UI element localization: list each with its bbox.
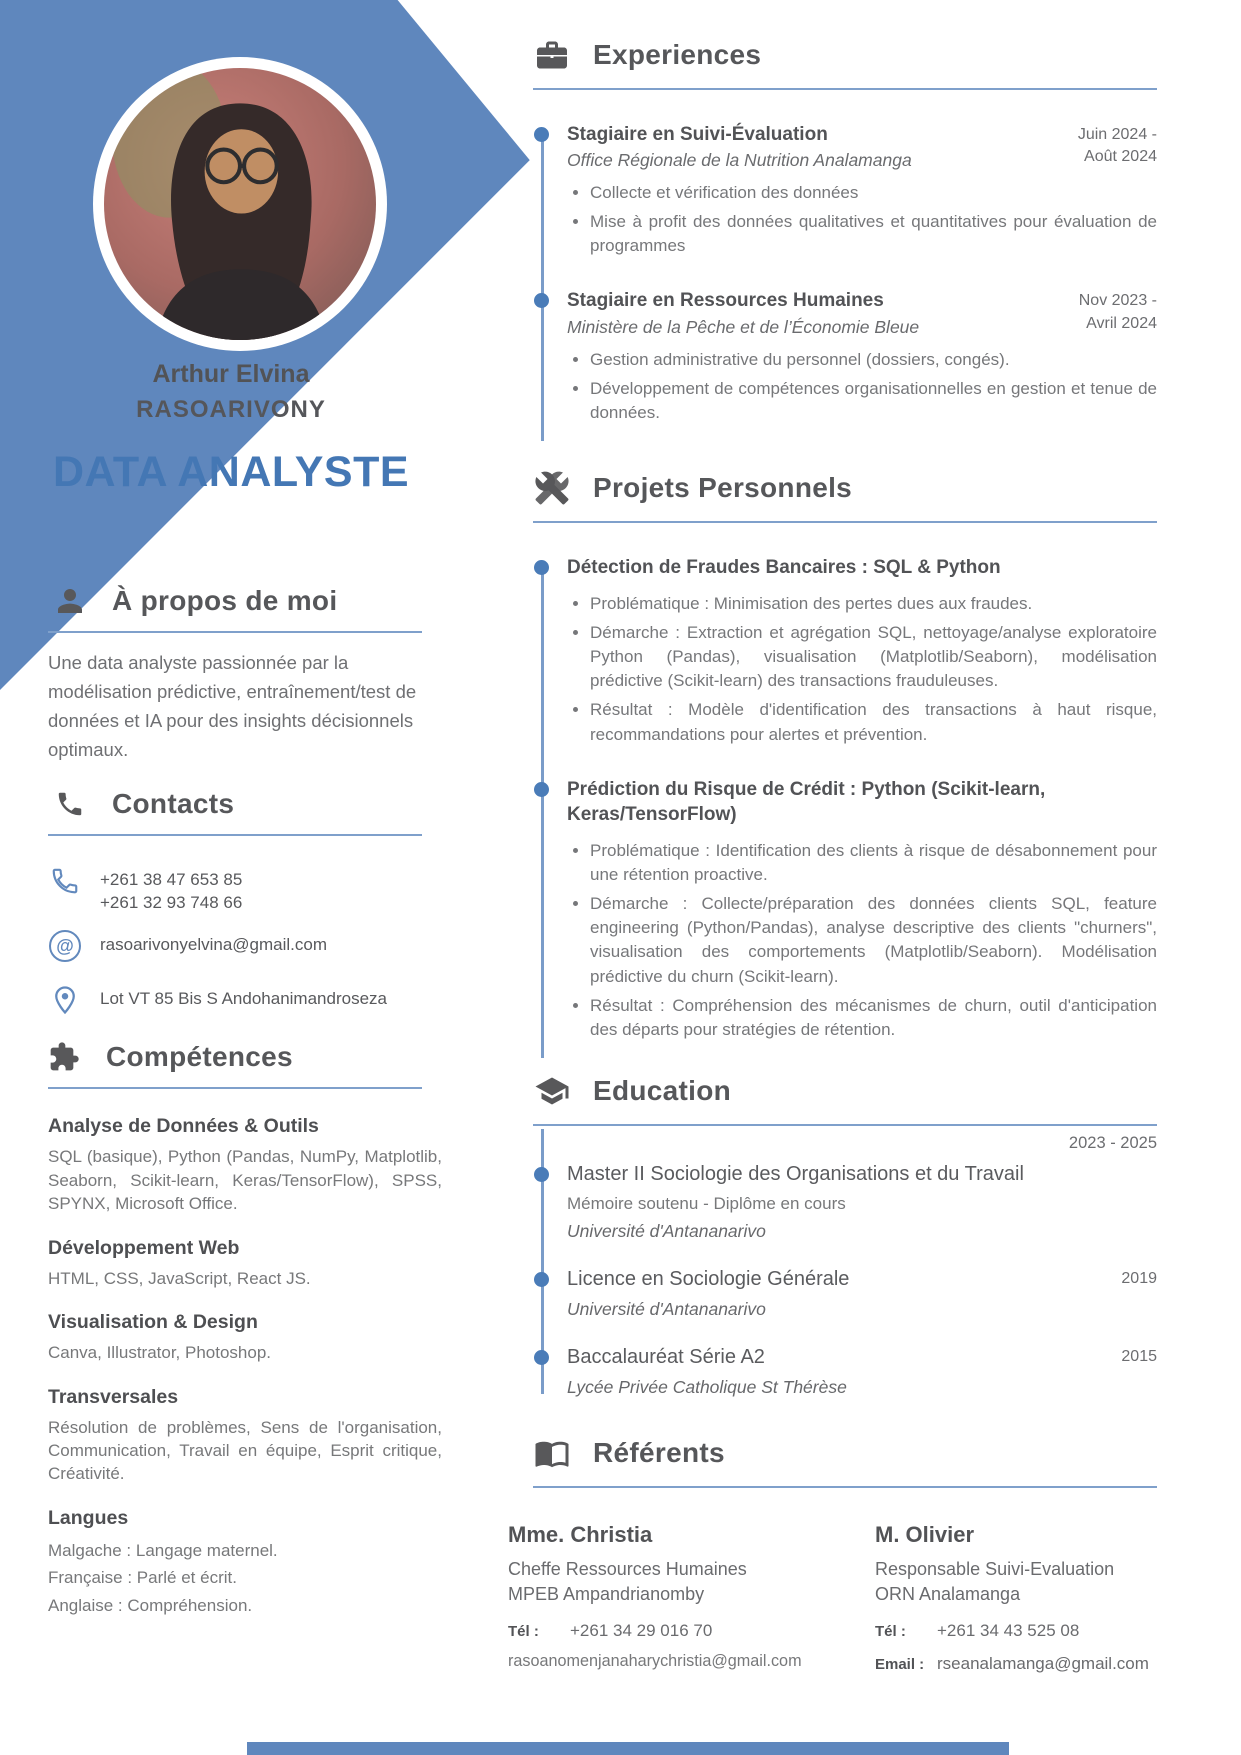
timeline-dot — [534, 560, 549, 575]
school-name: Lycée Privée Catholique St Thérèse — [567, 1376, 847, 1397]
experience-bullet: • Développement de compétences organisationnelles en gestion et tenue de données. — [590, 377, 1157, 425]
experience-dates — [1079, 290, 1157, 335]
person-last-name: RASOARIVONY — [136, 396, 326, 423]
timeline-dot — [534, 1167, 549, 1182]
experience-bullets — [567, 181, 1157, 258]
contacts-title: Contacts — [112, 788, 235, 820]
decorative-bottom-bar — [247, 1742, 1009, 1755]
skill-group — [48, 1237, 442, 1290]
references-row — [508, 1522, 1157, 1674]
date-line: Avril 2024 — [1086, 314, 1157, 332]
education-period: 2023 - 2025 — [1068, 1133, 1157, 1152]
education-item — [533, 1161, 1157, 1242]
graduation-cap-icon — [533, 1072, 571, 1110]
project-bullet: • Résultat : Compréhension des mécanismes de churn, outil d'anticipation des départs pour stratégies de rétention. — [590, 994, 1157, 1042]
project-title: Prédiction du Risque de Crédit : Python (Scikit-learn, Keras/TensorFlow) — [567, 778, 1046, 825]
about-text: Une data analyste passionnée par la modélisation prédictive, entraînement/test de données et IA pour des insights décisionnels optimaux. — [48, 652, 417, 760]
experience-title: Stagiaire en Suivi-Évaluation — [567, 124, 828, 145]
contacts-header — [48, 788, 442, 820]
reference-phone-row — [875, 1621, 1157, 1641]
section-projects — [533, 469, 1157, 1042]
skill-group — [48, 1386, 442, 1486]
phone-label: Tél : — [508, 1622, 539, 1640]
reference-email: rasoanomenjanaharychristia@gmail.com — [508, 1651, 802, 1670]
project-bullets — [567, 839, 1157, 1042]
profile-photo-image — [104, 68, 376, 340]
references-title: Référents — [593, 1436, 725, 1468]
education-item — [533, 1344, 1157, 1398]
experience-bullet: • Mise à profit des données qualitatives et quantitatives pour évaluation de programmes — [590, 210, 1157, 258]
experiences-header — [533, 36, 1157, 74]
degree-year: 2015 — [1121, 1347, 1157, 1365]
project-bullet: • Problématique : Identification des clients à risque de désabonnement pour une rétention proactive. — [590, 839, 1157, 887]
skill-group — [48, 1311, 442, 1364]
experience-bullet: • Gestion administrative du personnel (dossiers, congés). — [590, 348, 1157, 372]
project-item — [533, 777, 1157, 1042]
reference-email-row — [875, 1654, 1157, 1674]
skill-group — [48, 1115, 442, 1215]
sidebar — [48, 585, 442, 1620]
skill-group-name: Analyse de Données & Outils — [48, 1115, 319, 1138]
education-timeline — [533, 1161, 1157, 1398]
project-bullets — [567, 592, 1157, 747]
section-about — [48, 585, 442, 764]
timeline-dot — [534, 293, 549, 308]
location-pin-icon — [48, 983, 82, 1017]
skill-group-name: Langues — [48, 1506, 129, 1529]
section-skills — [48, 1041, 442, 1619]
date-line: Août 2024 — [1084, 148, 1157, 166]
handset-icon — [48, 864, 82, 898]
reference-organization: ORN Analamanga — [875, 1584, 1021, 1605]
references-divider — [533, 1486, 1157, 1488]
project-bullet: • Démarche : Extraction et agrégation SQL, nettoyage/analyse exploratoire Python (Pandas), visualisation (Matplotlib/Seaborn), modélisation prédictive (Scikit-learn) des transactions frauduleuses. — [590, 621, 1157, 693]
at-icon — [48, 929, 82, 963]
contact-list — [48, 864, 442, 1017]
projects-header — [533, 469, 1157, 507]
about-divider — [48, 631, 422, 633]
skill-group-text: HTML, CSS, JavaScript, React JS. — [48, 1268, 311, 1288]
experience-bullet: • Collecte et vérification des données — [590, 181, 1157, 205]
contacts-divider — [48, 834, 422, 836]
reference-name: M. Olivier — [875, 1521, 975, 1547]
reference-role: Responsable Suivi-Evaluation — [875, 1558, 1115, 1579]
reference-card — [875, 1522, 1157, 1674]
projects-timeline — [533, 555, 1157, 1042]
education-header — [533, 1072, 1157, 1110]
email-label: Email : — [875, 1655, 925, 1673]
skill-group-name: Transversales — [48, 1385, 179, 1408]
skills-header — [48, 1041, 442, 1073]
education-divider — [533, 1124, 1157, 1126]
person-job-title: DATA ANALYSTE — [52, 448, 410, 496]
briefcase-icon — [533, 36, 571, 74]
reference-card — [508, 1522, 875, 1674]
contact-address-row — [48, 983, 442, 1017]
main-column — [508, 36, 1157, 1674]
section-references — [508, 1434, 1157, 1674]
experience-title: Stagiaire en Ressources Humaines — [567, 290, 884, 312]
project-title: Détection de Fraudes Bancaires : SQL & Python — [567, 556, 1001, 578]
reference-role: Cheffe Ressources Humaines — [508, 1558, 747, 1579]
date-line: Juin 2024 - — [1077, 126, 1157, 143]
degree-year: 2019 — [1121, 1269, 1157, 1287]
language-line: Anglaise : Compréhension. — [48, 1596, 253, 1615]
about-header — [48, 585, 442, 617]
puzzle-icon — [48, 1041, 80, 1073]
skill-group-name: Visualisation & Design — [48, 1311, 258, 1334]
references-header — [533, 1434, 1157, 1472]
email-address: rasoarivonyelvina@gmail.com — [100, 935, 328, 955]
skills-title: Compétences — [106, 1041, 293, 1073]
reference-organization: MPEB Ampandrianomby — [508, 1584, 705, 1605]
reference-name: Mme. Christia — [508, 1521, 653, 1547]
section-experiences — [533, 36, 1157, 425]
experience-item — [533, 122, 1157, 258]
reference-phone-row — [508, 1621, 875, 1641]
phone-icon — [54, 788, 86, 820]
projects-divider — [533, 521, 1157, 523]
project-item — [533, 555, 1157, 747]
reference-phone: +261 34 29 016 70 — [570, 1620, 713, 1640]
phone-number-2: +261 32 93 748 66 — [100, 892, 243, 912]
reference-phone: +261 34 43 525 08 — [937, 1620, 1080, 1640]
experience-bullets — [567, 348, 1157, 425]
reference-email: rseanalamanga@gmail.com — [937, 1653, 1149, 1673]
phone-numbers — [100, 864, 242, 914]
timeline-dot — [534, 1272, 549, 1287]
degree-subtitle: Mémoire soutenu - Diplôme en cours — [567, 1193, 846, 1213]
project-bullet: • Problématique : Minimisation des pertes dues aux fraudes. — [590, 592, 1157, 616]
education-item — [533, 1266, 1157, 1320]
language-list — [48, 1537, 442, 1620]
contact-email-row — [48, 929, 442, 963]
projects-title: Projets Personnels — [593, 471, 853, 503]
language-line: Française : Parlé et écrit. — [48, 1568, 237, 1588]
skill-group-name: Développement Web — [48, 1236, 240, 1259]
section-education — [533, 1072, 1157, 1398]
skill-group-text: SQL (basique), Python (Pandas, NumPy, Matplotlib, Seaborn, Scikit-learn, Keras/TensorFlow), SPSS, SPYNX, Microsoft Office. — [48, 1147, 442, 1214]
experience-item — [533, 288, 1157, 424]
experience-dates — [1078, 124, 1157, 169]
project-bullet: • Démarche : Collecte/préparation des données clients SQL, feature engineering (Python/Pandas), analyse descriptive des clients "churners", visualisation des comportements (Matplotlib/Seaborn). Modélisation prédictive du churn (Scikit-learn). — [590, 892, 1157, 989]
contact-phone-row — [48, 864, 442, 914]
tools-icon — [533, 469, 571, 507]
about-title: À propos de moi — [112, 585, 338, 616]
experience-organization: Ministère de la Pêche et de l’Économie Bleue — [567, 316, 920, 337]
degree-title: Baccalauréat Série A2 — [567, 1345, 765, 1368]
skill-group-text: Canva, Illustrator, Photoshop. — [48, 1343, 272, 1363]
person-first-name: Arthur Elvina — [152, 360, 310, 388]
experiences-title: Experiences — [593, 39, 762, 70]
skill-group-text: Résolution de problèmes, Sens de l'organisation, Communication, Travail en équipe, Esprit critique, Créativité. — [48, 1417, 442, 1484]
book-icon — [533, 1434, 571, 1472]
project-bullet: • Résultat : Modèle d'identification des transactions à haut risque, recommandations pour alertes et prévention. — [590, 698, 1157, 746]
language-line: Malgache : Langage maternel. — [48, 1540, 278, 1560]
experiences-timeline — [533, 122, 1157, 425]
identity-block — [0, 360, 462, 497]
section-contacts — [48, 788, 442, 1017]
education-title: Education — [593, 1074, 732, 1106]
degree-title: Licence en Sociologie Générale — [567, 1267, 850, 1290]
experiences-divider — [533, 88, 1157, 90]
date-line: Nov 2023 - — [1078, 292, 1157, 310]
timeline-dot — [534, 1350, 549, 1365]
profile-photo — [93, 57, 387, 351]
person-icon — [54, 585, 86, 617]
postal-address: Lot VT 85 Bis S Andohanimandroseza — [100, 989, 387, 1009]
phone-number-1: +261 38 47 653 85 — [100, 870, 243, 890]
experience-organization: Office Régionale de la Nutrition Analamanga — [567, 150, 912, 171]
timeline-dot — [534, 127, 549, 142]
skill-group-languages — [48, 1507, 442, 1620]
profile-photo-placeholder — [104, 68, 376, 340]
phone-label: Tél : — [875, 1622, 906, 1640]
school-name: Université d'Antananarivo — [567, 1220, 766, 1241]
school-name: Université d'Antananarivo — [567, 1298, 766, 1319]
skills-divider — [48, 1087, 422, 1089]
degree-title: Master II Sociologie des Organisations et du Travail — [567, 1162, 1024, 1185]
timeline-dot — [534, 782, 549, 797]
